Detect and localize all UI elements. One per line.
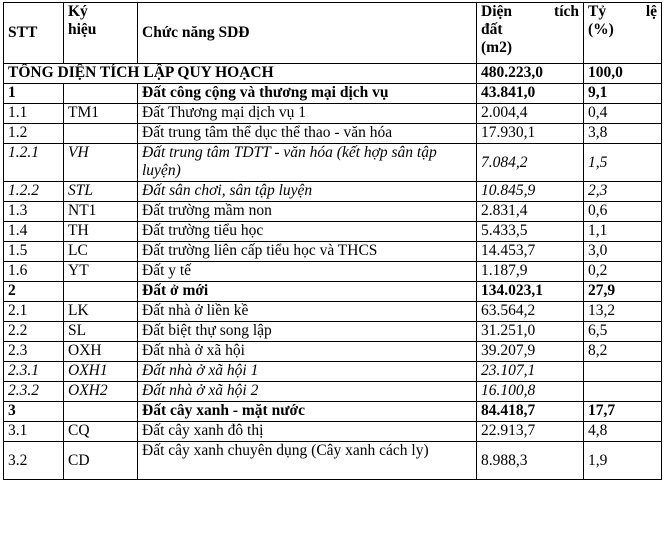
- row-code: STL: [64, 182, 138, 202]
- table-row-sub: [4, 382, 662, 402]
- row-stt: 1.2.2: [4, 182, 64, 202]
- row-area: 43.841,0: [477, 84, 584, 104]
- row-ratio: [584, 362, 662, 382]
- table-row: [4, 124, 662, 144]
- total-row: [4, 64, 662, 84]
- row-area: 31.251,0: [477, 322, 584, 342]
- table-row-sub: [4, 182, 662, 202]
- row-code: LK: [64, 302, 138, 322]
- row-name: Đất trường tiểu học: [138, 222, 477, 242]
- row-code: [64, 402, 138, 422]
- table-row: [4, 302, 662, 322]
- header-dien-tich-word2: tích: [554, 3, 579, 20]
- row-code: SL: [64, 322, 138, 342]
- row-stt: 1.4: [4, 222, 64, 242]
- row-name: Đất cây xanh - mặt nước: [138, 402, 477, 422]
- row-ratio: 1,5: [584, 144, 662, 182]
- row-area: 84.418,7: [477, 402, 584, 422]
- row-code: NT1: [64, 202, 138, 222]
- row-stt: 2.3.2: [4, 382, 64, 402]
- row-stt: 2.1: [4, 302, 64, 322]
- header-chuc-nang: Chức năng SDĐ: [138, 3, 477, 64]
- header-ty-le: [584, 3, 662, 64]
- row-code: OXH2: [64, 382, 138, 402]
- row-area: 16.100,8: [477, 382, 584, 402]
- table-row: [4, 202, 662, 222]
- row-code: CD: [64, 442, 138, 480]
- row-ratio: 9,1: [584, 84, 662, 104]
- row-name: Đất nhà ở liền kề: [138, 302, 477, 322]
- row-stt: 3: [4, 402, 64, 422]
- row-name: Đất công cộng và thương mại dịch vụ: [138, 84, 477, 104]
- row-ratio: 3,8: [584, 124, 662, 144]
- row-name: Đất nhà ở xã hội: [138, 342, 477, 362]
- row-area: 2.004,4: [477, 104, 584, 124]
- row-name: Đất cây xanh chuyên dụng (Cây xanh cách ly): [138, 442, 477, 480]
- header-ty-le-word1: Tỷ: [588, 3, 607, 20]
- table-row: [4, 442, 662, 480]
- row-code: OXH: [64, 342, 138, 362]
- row-area: 63.564,2: [477, 302, 584, 322]
- header-ky-hieu-line1: Ký: [68, 3, 88, 20]
- table-row: [4, 422, 662, 442]
- row-area: 14.453,7: [477, 242, 584, 262]
- row-code: [64, 282, 138, 302]
- row-code: CQ: [64, 422, 138, 442]
- row-code: VH: [64, 144, 138, 182]
- row-ratio: 3,0: [584, 242, 662, 262]
- row-area: 22.913,7: [477, 422, 584, 442]
- row-area: 7.084,2: [477, 144, 584, 182]
- row-stt: 1.3: [4, 202, 64, 222]
- row-code: YT: [64, 262, 138, 282]
- total-ratio: 100,0: [584, 64, 662, 84]
- table-row-group: [4, 84, 662, 104]
- row-name: Đất ở mới: [138, 282, 477, 302]
- row-name: Đất trường mầm non: [138, 202, 477, 222]
- row-ratio: 13,2: [584, 302, 662, 322]
- row-code: TM1: [64, 104, 138, 124]
- row-area: 2.831,4: [477, 202, 584, 222]
- header-ty-le-word2: lệ: [645, 3, 657, 20]
- header-dien-tich-line2: đất: [481, 21, 503, 38]
- table-row-group: [4, 402, 662, 422]
- row-name: Đất Thương mại dịch vụ 1: [138, 104, 477, 124]
- header-dien-tich-word1: Diện: [481, 3, 512, 20]
- row-name: Đất cây xanh đô thị: [138, 422, 477, 442]
- table-row-group: [4, 282, 662, 302]
- table-row-sub: [4, 362, 662, 382]
- table-row: [4, 104, 662, 124]
- row-ratio: 17,7: [584, 402, 662, 422]
- row-stt: 3.2: [4, 442, 64, 480]
- row-name: Đất nhà ở xã hội 1: [138, 362, 477, 382]
- row-stt: 2.2: [4, 322, 64, 342]
- row-code: OXH1: [64, 362, 138, 382]
- row-area: 39.207,9: [477, 342, 584, 362]
- row-code: [64, 84, 138, 104]
- table-row: [4, 262, 662, 282]
- row-ratio: 4,8: [584, 422, 662, 442]
- row-ratio: 0,6: [584, 202, 662, 222]
- row-name: Đất y tế: [138, 262, 477, 282]
- table-row: [4, 242, 662, 262]
- table-row: [4, 222, 662, 242]
- row-ratio: 1,9: [584, 442, 662, 480]
- row-stt: 1.5: [4, 242, 64, 262]
- row-stt: 3.1: [4, 422, 64, 442]
- row-code: LC: [64, 242, 138, 262]
- row-stt: 2.3: [4, 342, 64, 362]
- row-code: TH: [64, 222, 138, 242]
- row-stt: 1: [4, 84, 64, 104]
- row-stt: 1.6: [4, 262, 64, 282]
- row-name: Đất trung tâm TDTT - văn hóa (kết hợp sân tập luyện): [138, 144, 477, 182]
- row-ratio: 0,4: [584, 104, 662, 124]
- header-ky-hieu: [64, 3, 138, 64]
- header-stt: STT: [4, 3, 64, 64]
- total-area: 480.223,0: [477, 64, 584, 84]
- row-ratio: 6,5: [584, 322, 662, 342]
- row-area: 1.187,9: [477, 262, 584, 282]
- row-area: 10.845,9: [477, 182, 584, 202]
- row-area: 5.433,5: [477, 222, 584, 242]
- row-area: 134.023,1: [477, 282, 584, 302]
- table-row: [4, 342, 662, 362]
- row-stt: 1.1: [4, 104, 64, 124]
- row-ratio: [584, 382, 662, 402]
- row-stt: 2: [4, 282, 64, 302]
- row-name: Đất trường liên cấp tiểu học và THCS: [138, 242, 477, 262]
- land-use-table: [3, 2, 662, 480]
- row-name: Đất nhà ở xã hội 2: [138, 382, 477, 402]
- row-stt: 1.2.1: [4, 144, 64, 182]
- row-name: Đất trung tâm thể dục thể thao - văn hóa: [138, 124, 477, 144]
- row-ratio: 8,2: [584, 342, 662, 362]
- row-area: 23.107,1: [477, 362, 584, 382]
- row-ratio: 2,3: [584, 182, 662, 202]
- row-area: 17.930,1: [477, 124, 584, 144]
- row-ratio: 0,2: [584, 262, 662, 282]
- table-row: [4, 322, 662, 342]
- header-dien-tich: [477, 3, 584, 64]
- table-row-sub: [4, 144, 662, 182]
- header-row: [4, 3, 662, 64]
- row-ratio: 1,1: [584, 222, 662, 242]
- row-ratio: 27,9: [584, 282, 662, 302]
- row-name: Đất biệt thự song lập: [138, 322, 477, 342]
- row-stt: 2.3.1: [4, 362, 64, 382]
- row-stt: 1.2: [4, 124, 64, 144]
- header-ty-le-line2: (%): [588, 21, 614, 38]
- header-dien-tich-line3: (m2): [481, 39, 512, 56]
- total-label: TỔNG DIỆN TÍCH LẬP QUY HOẠCH: [4, 64, 477, 84]
- header-ky-hieu-line2: hiệu: [68, 21, 97, 38]
- row-area: 8.988,3: [477, 442, 584, 480]
- row-name: Đất sân chơi, sân tập luyện: [138, 182, 477, 202]
- row-code: [64, 124, 138, 144]
